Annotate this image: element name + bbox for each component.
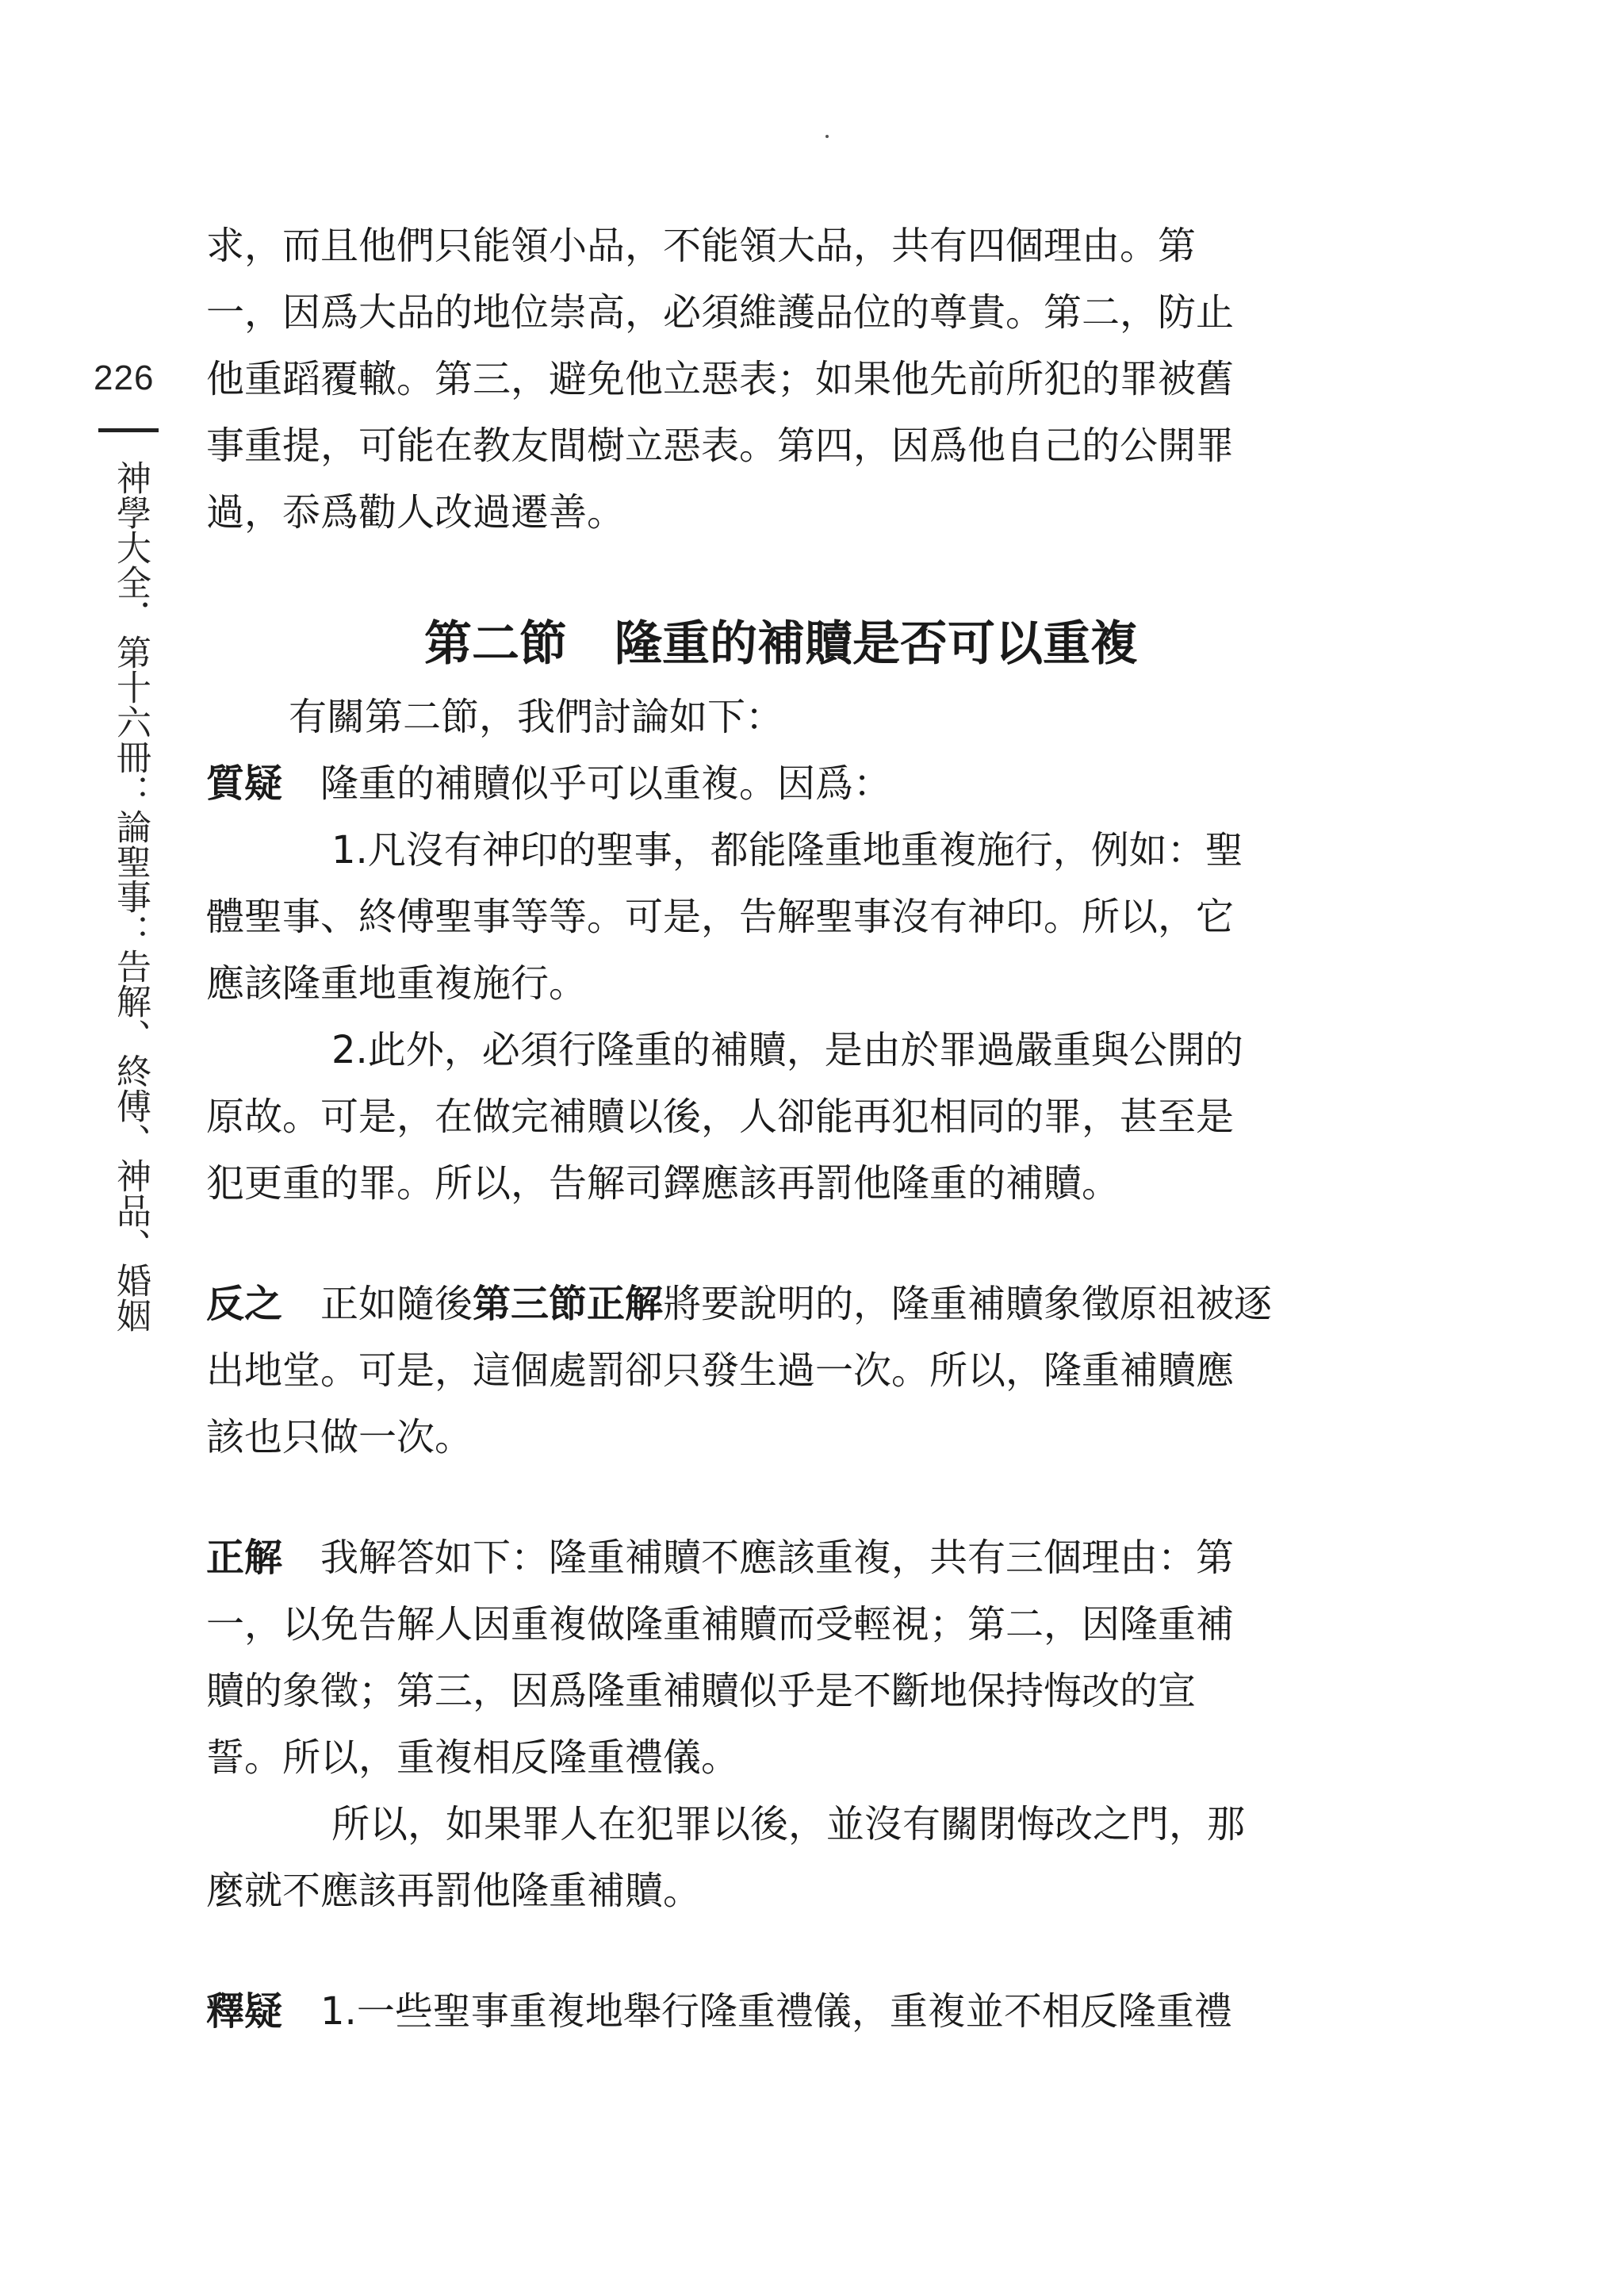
text-line: 出地堂。可是，這個處罰卻只發生過一次。所以，隆重補贖應: [206, 1348, 1235, 1393]
text-line: 他重蹈覆轍。第三，避免他立惡表；如果他先前所犯的罪被舊: [206, 357, 1235, 401]
contra-text-b: 將要說明的，隆重補贖象徵原祖被逐: [663, 1282, 1273, 1326]
reply-text: 1.一些聖事重複地舉行隆重禮儀，重複並不相反隆重禮: [320, 1989, 1232, 2034]
reply-line: [206, 1978, 1332, 2045]
text-line: 原故。可是，在做完補贖以後，人卻能再犯相同的罪，甚至是: [206, 1095, 1235, 1139]
text-line: 應該隆重地重複施行。: [206, 961, 588, 1006]
answer-text: 我解答如下：隆重補贖不應該重複，共有三個理由：第: [320, 1536, 1235, 1580]
text-line: 求，而且他們只能領小品，不能領大品，共有四個理由。第: [206, 224, 1197, 268]
contra-line: [206, 1271, 1332, 1337]
text-line: 贖的象徵；第三，因爲隆重補贖似乎是不斷地保持悔改的宣: [206, 1669, 1197, 1713]
text-line: 一，因爲大品的地位崇高，必須維護品位的尊貴。第二，防止: [206, 290, 1235, 335]
section-title: 隆重的補贖是否可以重複: [615, 616, 1138, 672]
section-number: 第二節: [424, 616, 567, 672]
scan-speck: [825, 135, 829, 138]
text-line: 體聖事、終傅聖事等等。可是，告解聖事沒有神印。所以，它: [206, 895, 1235, 939]
text-line: 麼就不應該再罰他隆重補贖。: [206, 1869, 702, 1913]
text-line: 一，以免告解人因重複做隆重補贖而受輕視；第二，因隆重補: [206, 1602, 1235, 1647]
text-line: 過，忝爲勸人改過遷善。: [206, 490, 626, 535]
page-number: 226: [94, 359, 155, 397]
text-line: 該也只做一次。: [206, 1415, 473, 1459]
text-line: 1.凡沒有神印的聖事，都能隆重地重複施行，例如：聖: [331, 828, 1243, 872]
running-title: 神學大全．第十六冊：論聖事：告解、終傅、神品、婚姻: [110, 460, 151, 1332]
text-line: 2.此外，必須行隆重的補贖，是由於罪過嚴重與公開的: [331, 1028, 1243, 1072]
section-heading: [206, 604, 1332, 684]
objection-text: 隆重的補贖似乎可以重複。因爲：: [320, 761, 892, 806]
paragraph-gap: [206, 1471, 1332, 1524]
paragraph-gap: [206, 1217, 1332, 1271]
reply-label: 釋疑: [206, 1989, 283, 2034]
intro-line: 有關第二節，我們討論如下：: [289, 695, 784, 739]
objection-line: [206, 750, 1332, 817]
text-line: 所以，如果罪人在犯罪以後，並沒有關閉悔改之門，那: [331, 1802, 1246, 1846]
answer-label: 正解: [206, 1536, 283, 1580]
text-line: 事重提，可能在教友間樹立惡表。第四，因爲他自己的公開罪: [206, 424, 1235, 468]
margin-rule: [98, 428, 159, 432]
text-line: 犯更重的罪。所以，告解司鐸應該再罰他隆重的補贖。: [206, 1161, 1120, 1206]
contra-label: 反之: [206, 1282, 283, 1326]
objection-label: 質疑: [206, 761, 283, 806]
answer-line: [206, 1524, 1332, 1591]
main-text: [206, 213, 1332, 2045]
contra-reference: 第三節正解: [473, 1282, 664, 1326]
text-line: 誓。所以，重複相反隆重禮儀。: [206, 1735, 740, 1780]
paragraph-gap: [206, 1924, 1332, 1978]
contra-text-a: 正如隨後: [320, 1282, 473, 1326]
